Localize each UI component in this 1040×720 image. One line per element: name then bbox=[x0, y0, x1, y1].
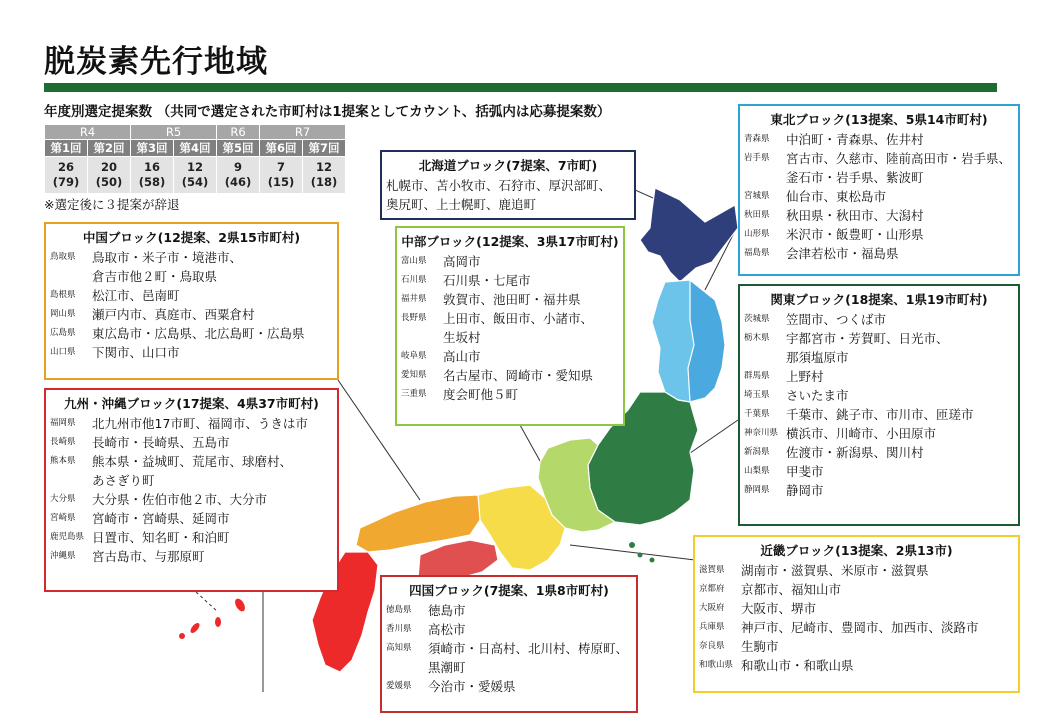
prefecture-row bbox=[46, 528, 337, 547]
year-header: R6 bbox=[217, 125, 260, 140]
hokkaido-region bbox=[640, 188, 738, 282]
municipality-list: 米沢市・飯豊町・山形県 bbox=[786, 227, 924, 242]
municipality-list: 高山市 bbox=[443, 349, 481, 364]
prefecture-row bbox=[695, 599, 1018, 618]
prefecture-name: 山口県 bbox=[50, 347, 76, 357]
municipality-list: 下関市、山口市 bbox=[92, 345, 180, 360]
municipality-list: 北九州市他17市町、福岡市、うきは市 bbox=[92, 416, 308, 431]
prefecture-name: 長崎県 bbox=[50, 437, 76, 447]
applied-count: (50) bbox=[95, 175, 123, 189]
municipality-list: 横浜市、川崎市、小田原市 bbox=[786, 426, 937, 441]
year-header: R7 bbox=[260, 125, 346, 140]
prefecture-row bbox=[695, 618, 1018, 637]
municipality-list: 宮古島市、与那原町 bbox=[92, 549, 205, 564]
year-header: R4 bbox=[45, 125, 131, 140]
prefecture-name: 青森県 bbox=[744, 134, 770, 144]
prefecture-name: 沖縄県 bbox=[50, 551, 76, 561]
municipality-list: 釜石市・岩手県、紫波町 bbox=[786, 170, 924, 185]
prefecture-name: 奈良県 bbox=[699, 641, 725, 651]
chubu-block-box bbox=[395, 226, 625, 426]
prefecture-name: 和歌山県 bbox=[699, 660, 734, 670]
prefecture-row bbox=[740, 329, 1018, 348]
prefecture-name: 秋田県 bbox=[744, 210, 770, 220]
prefecture-row bbox=[46, 414, 337, 433]
municipality-list: 徳島市 bbox=[428, 603, 466, 618]
selected-count: 12 bbox=[186, 160, 203, 174]
municipality-list: 静岡市 bbox=[786, 483, 824, 498]
municipality-list: 京都市、福知山市 bbox=[741, 582, 842, 597]
prefecture-name: 京都府 bbox=[699, 584, 725, 594]
prefecture-row bbox=[382, 195, 634, 214]
municipality-list: あさぎり町 bbox=[92, 473, 155, 488]
municipality-list: 中泊町・青森県、佐井村 bbox=[786, 132, 924, 147]
prefecture-name: 鳥取県 bbox=[50, 252, 76, 262]
prefecture-row bbox=[740, 187, 1018, 206]
prefecture-name: 静岡県 bbox=[744, 485, 770, 495]
tohoku-block-box bbox=[738, 104, 1020, 276]
prefecture-name: 茨城県 bbox=[744, 314, 770, 324]
municipality-list: 千葉市、銚子市、市川市、匝瑳市 bbox=[786, 407, 974, 422]
prefecture-name: 鹿児島県 bbox=[50, 532, 85, 542]
prefecture-row bbox=[695, 561, 1018, 580]
applied-count: (46) bbox=[224, 175, 252, 189]
municipality-list: 上田市、飯田市、小諸市、 bbox=[443, 311, 594, 326]
table-caption: 年度別選定提案数 （共同で選定された市町村は1提案としてカウント、括弧内は応募提案数） bbox=[44, 104, 611, 120]
prefecture-name: 岩手県 bbox=[744, 153, 770, 163]
round-header: 第4回 bbox=[174, 140, 217, 157]
selected-count: 20 bbox=[100, 160, 117, 174]
block-title: 四国ブロック(7提案、1県8市町村) bbox=[409, 583, 609, 598]
municipality-list: 名古屋市、岡崎市・愛知県 bbox=[443, 368, 594, 383]
prefecture-row bbox=[740, 310, 1018, 329]
prefecture-row bbox=[46, 547, 337, 566]
prefecture-row bbox=[46, 248, 337, 267]
prefecture-name: 神奈川県 bbox=[744, 428, 779, 438]
prefecture-name: 宮城県 bbox=[744, 191, 770, 201]
chugoku-block-box bbox=[44, 222, 339, 380]
prefecture-row bbox=[740, 367, 1018, 386]
prefecture-row bbox=[46, 286, 337, 305]
prefecture-row bbox=[46, 343, 337, 362]
municipality-list: 瀬戸内市、真庭市、西粟倉村 bbox=[92, 307, 255, 322]
prefecture-name: 愛媛県 bbox=[386, 681, 412, 691]
municipality-list: 熊本県・益城町、荒尾市、球磨村、 bbox=[92, 454, 293, 469]
block-title: 中部ブロック(12提案、3県17市町村) bbox=[401, 234, 619, 249]
selected-count: 9 bbox=[233, 160, 242, 174]
prefecture-name: 福岡県 bbox=[50, 418, 76, 428]
prefecture-row bbox=[740, 225, 1018, 244]
municipality-list: 度会町他５町 bbox=[443, 387, 519, 402]
kanto-block-box bbox=[738, 284, 1020, 526]
prefecture-row bbox=[397, 328, 623, 347]
prefecture-name: 大阪府 bbox=[699, 603, 725, 613]
municipality-list: 湖南市・滋賀県、米原市・滋賀県 bbox=[741, 563, 929, 578]
prefecture-row bbox=[46, 471, 337, 490]
prefecture-row bbox=[397, 366, 623, 385]
prefecture-row bbox=[740, 206, 1018, 225]
prefecture-row bbox=[740, 348, 1018, 367]
prefecture-row bbox=[695, 656, 1018, 675]
prefecture-name: 新潟県 bbox=[744, 447, 770, 457]
municipality-list: 東広島市・広島県、北広島町・広島県 bbox=[92, 326, 305, 341]
prefecture-name: 山形県 bbox=[744, 229, 770, 239]
municipality-list: 松江市、邑南町 bbox=[92, 288, 180, 303]
block-title: 関東ブロック(18提案、1県19市町村) bbox=[770, 292, 988, 307]
block-title: 北海道ブロック(7提案、7市町) bbox=[418, 158, 598, 173]
prefecture-name: 福井県 bbox=[401, 294, 427, 304]
prefecture-name: 埼玉県 bbox=[744, 390, 770, 400]
prefecture-name: 広島県 bbox=[50, 328, 76, 338]
municipality-list: 佐渡市・新潟県、関川村 bbox=[786, 445, 924, 460]
municipality-list: 笠間市、つくば市 bbox=[786, 312, 887, 327]
municipality-list: 生坂村 bbox=[443, 330, 481, 345]
prefecture-row bbox=[382, 658, 636, 677]
prefecture-row bbox=[740, 149, 1018, 168]
prefecture-name: 群馬県 bbox=[744, 371, 770, 381]
municipality-list: 上野村 bbox=[786, 369, 824, 384]
round-header: 第6回 bbox=[260, 140, 303, 157]
prefecture-name: 富山県 bbox=[401, 256, 427, 266]
municipality-list: 日置市、知名町・和泊町 bbox=[92, 530, 230, 545]
okinawa-islands bbox=[179, 597, 247, 639]
municipality-list: 和歌山市・和歌山県 bbox=[741, 658, 854, 673]
municipality-list: 鳥取市・米子市・境港市、 bbox=[92, 250, 243, 265]
page-title: 脱炭素先行地域 bbox=[44, 44, 268, 80]
prefecture-name: 熊本県 bbox=[50, 456, 76, 466]
block-title: 東北ブロック(13提案、5県14市町村) bbox=[770, 112, 988, 127]
municipality-list: 須崎市・日高村、北川村、梼原町、 bbox=[428, 641, 629, 656]
prefecture-row bbox=[740, 462, 1018, 481]
prefecture-name: 三重県 bbox=[401, 389, 427, 399]
municipality-list: 宇都宮市・芳賀町、日光市、 bbox=[786, 331, 949, 346]
prefecture-row bbox=[382, 176, 634, 195]
prefecture-row bbox=[382, 601, 636, 620]
prefecture-row bbox=[397, 309, 623, 328]
prefecture-row bbox=[740, 168, 1018, 187]
round-header: 第7回 bbox=[303, 140, 346, 157]
applied-count: (18) bbox=[310, 175, 338, 189]
prefecture-name: 宮崎県 bbox=[50, 513, 76, 523]
round-header: 第5回 bbox=[217, 140, 260, 157]
applied-count: (54) bbox=[181, 175, 209, 189]
prefecture-row bbox=[397, 385, 623, 404]
prefecture-row bbox=[46, 267, 337, 286]
municipality-list: 高松市 bbox=[428, 622, 466, 637]
prefecture-name: 高知県 bbox=[386, 643, 412, 653]
hokkaido-block-box bbox=[380, 150, 636, 220]
prefecture-name: 福島県 bbox=[744, 248, 770, 258]
municipality-list: 倉吉市他２町・鳥取県 bbox=[92, 269, 218, 284]
prefecture-row bbox=[397, 347, 623, 366]
prefecture-row bbox=[695, 580, 1018, 599]
prefecture-row bbox=[46, 324, 337, 343]
municipality-list: 会津若松市・福島県 bbox=[786, 246, 899, 261]
prefecture-name: 岐阜県 bbox=[401, 351, 427, 361]
prefecture-name: 兵庫県 bbox=[699, 622, 725, 632]
prefecture-name: 大分県 bbox=[50, 494, 76, 504]
prefecture-row bbox=[382, 677, 636, 696]
prefecture-row bbox=[382, 620, 636, 639]
selected-count: 26 bbox=[57, 160, 74, 174]
municipality-list: 大分県・佐伯市他２市、大分市 bbox=[92, 492, 268, 507]
municipality-list: さいたま市 bbox=[786, 388, 849, 403]
prefecture-row bbox=[46, 305, 337, 324]
kyushu-block-box bbox=[44, 388, 339, 592]
prefecture-name: 滋賀県 bbox=[699, 565, 725, 575]
prefecture-name: 島根県 bbox=[50, 290, 76, 300]
prefecture-row bbox=[397, 252, 623, 271]
prefecture-name: 香川県 bbox=[386, 624, 412, 634]
municipality-list: 生駒市 bbox=[741, 639, 779, 654]
prefecture-row bbox=[740, 405, 1018, 424]
block-title: 中国ブロック(12提案、2県15市町村) bbox=[82, 230, 301, 245]
municipality-list: 今治市・愛媛県 bbox=[428, 679, 516, 694]
municipality-list: 石川県・七尾市 bbox=[443, 273, 531, 288]
municipality-list: 敦賀市、池田町・福井県 bbox=[443, 292, 581, 307]
prefecture-row bbox=[740, 443, 1018, 462]
applied-count: (58) bbox=[138, 175, 166, 189]
applied-count: (79) bbox=[52, 175, 80, 189]
selected-count: 12 bbox=[315, 160, 332, 174]
shikoku-block-box bbox=[380, 575, 638, 713]
prefecture-row bbox=[740, 130, 1018, 149]
prefecture-name: 千葉県 bbox=[744, 409, 770, 419]
municipality-list: 秋田県・秋田市、大潟村 bbox=[786, 208, 924, 223]
kinki-block-box bbox=[693, 535, 1020, 693]
prefecture-row bbox=[397, 290, 623, 309]
selected-count: 16 bbox=[143, 160, 160, 174]
prefecture-row bbox=[695, 637, 1018, 656]
prefecture-row bbox=[740, 386, 1018, 405]
municipality-list: 高岡市 bbox=[443, 254, 481, 269]
prefecture-name: 長野県 bbox=[401, 313, 427, 323]
municipality-list: 仙台市、東松島市 bbox=[786, 189, 887, 204]
municipality-list: 札幌市、苫小牧市、石狩市、厚沢部町、 bbox=[386, 178, 612, 193]
municipality-list: 宮古市、久慈市、陸前高田市・岩手県、 bbox=[786, 151, 1012, 166]
prefecture-row bbox=[740, 244, 1018, 263]
applied-count: (15) bbox=[267, 175, 295, 189]
municipality-list: 黒潮町 bbox=[428, 660, 466, 675]
round-header: 第1回 bbox=[45, 140, 88, 157]
prefecture-row bbox=[740, 424, 1018, 443]
tohoku-east bbox=[688, 280, 725, 402]
municipality-list: 那須塩原市 bbox=[786, 350, 849, 365]
prefecture-row bbox=[46, 452, 337, 471]
round-header: 第3回 bbox=[131, 140, 174, 157]
prefecture-row bbox=[382, 639, 636, 658]
prefecture-name: 山梨県 bbox=[744, 466, 770, 476]
prefecture-name: 石川県 bbox=[401, 275, 427, 285]
block-title: 九州・沖縄ブロック(17提案、4県37市町村) bbox=[64, 396, 319, 411]
prefecture-row bbox=[740, 481, 1018, 500]
prefecture-row bbox=[397, 271, 623, 290]
prefecture-row bbox=[46, 509, 337, 528]
prefecture-name: 愛知県 bbox=[401, 370, 427, 380]
prefecture-name: 栃木県 bbox=[744, 333, 770, 343]
selected-count: 7 bbox=[276, 160, 285, 174]
municipality-list: 大阪市、堺市 bbox=[741, 601, 817, 616]
round-header: 第2回 bbox=[88, 140, 131, 157]
prefecture-row bbox=[46, 490, 337, 509]
municipality-list: 長崎市・長崎県、五島市 bbox=[92, 435, 230, 450]
prefecture-row bbox=[46, 433, 337, 452]
municipality-list: 甲斐市 bbox=[786, 464, 824, 479]
prefecture-name: 徳島県 bbox=[386, 605, 412, 615]
municipality-list: 奥尻町、上士幌町、鹿追町 bbox=[386, 197, 537, 212]
municipality-list: 宮崎市・宮崎県、延岡市 bbox=[92, 511, 230, 526]
municipality-list: 神戸市、尼崎市、豊岡市、加西市、淡路市 bbox=[741, 620, 979, 635]
year-header: R5 bbox=[131, 125, 217, 140]
block-title: 近畿ブロック(13提案、2県13市) bbox=[760, 543, 953, 558]
prefecture-name: 岡山県 bbox=[50, 309, 76, 319]
withdrawal-note: ※選定後に３提案が辞退 bbox=[44, 197, 180, 212]
